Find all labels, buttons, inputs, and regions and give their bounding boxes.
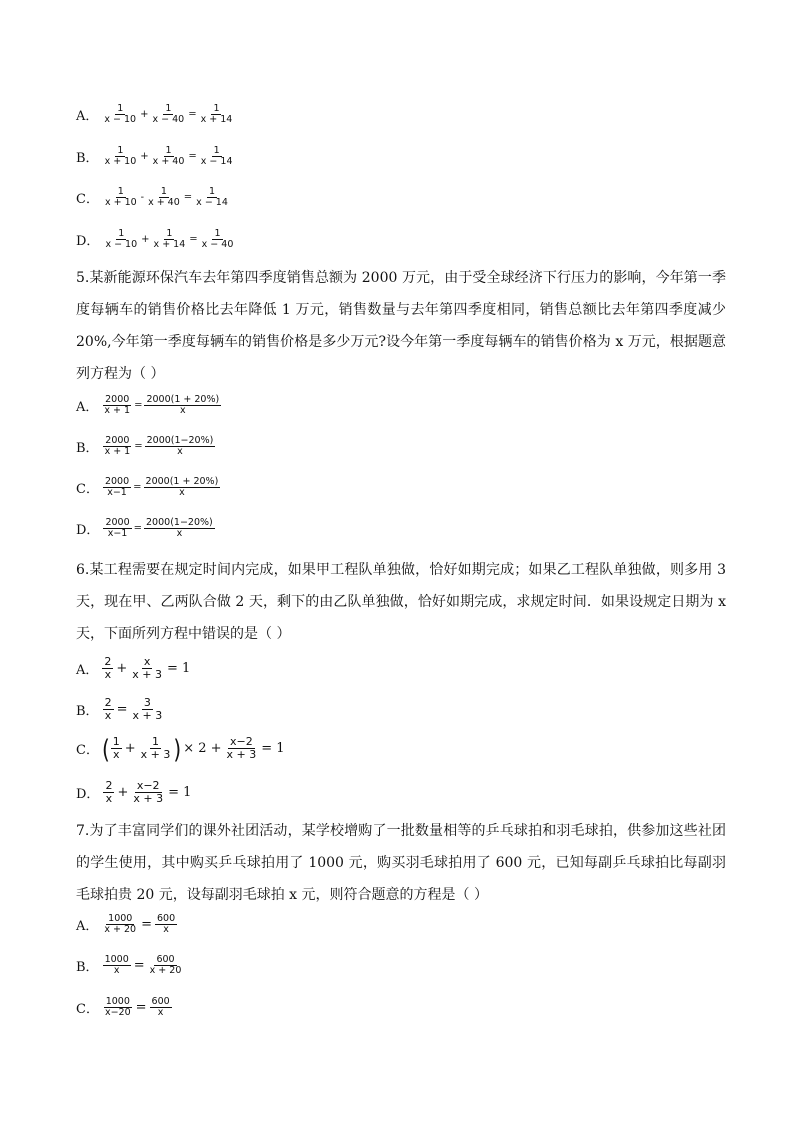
q4-option-a (76, 104, 235, 126)
option-letter: B． (76, 704, 99, 720)
fraction (145, 436, 216, 458)
fraction (103, 955, 131, 977)
fraction (102, 395, 132, 417)
numerator: 1 (117, 186, 124, 197)
denominator: x + 3 (132, 709, 163, 723)
numerator: 1 (209, 186, 216, 197)
option-letter: D． (76, 234, 100, 250)
fraction (146, 187, 182, 209)
numerator: 2000 (105, 435, 130, 446)
numerator: 1 (165, 145, 172, 156)
fraction (103, 436, 133, 458)
fraction (103, 477, 131, 499)
q5-option-c (76, 477, 221, 499)
numerator: 1 (213, 103, 220, 114)
equals-sign: = (134, 400, 143, 412)
fraction (102, 656, 113, 681)
numerator: 1 (152, 735, 160, 748)
fraction (139, 736, 173, 761)
equals-sign: = (116, 702, 128, 718)
fraction (151, 146, 187, 168)
question-5-text: 5.某新能源环保汽车去年第四季度销售总额为 2000 万元，由于受全球经济下行压力的影响，今年第一季度每辆车的销售价格比去年降低 1 万元，销售数量与去年第四季度相同，销售总额比去年第四季度减少 20%,今年第一季度每辆车的销售价格是多少万元?设今年第一季度每辆车的销售价格为 x 万元，根据题意列方程为（ ） (76, 270, 726, 382)
q7-option-b (76, 955, 184, 977)
denominator: x + 1 (104, 446, 131, 458)
denominator: x (180, 405, 186, 417)
fraction (194, 187, 230, 209)
denominator: x (113, 748, 120, 762)
q5-option-a (76, 395, 222, 417)
option-letter: B． (76, 151, 99, 167)
option-letter: A． (76, 109, 99, 125)
equals-sign: = (188, 151, 197, 163)
right-paren: ) (173, 732, 182, 765)
denominator: x (104, 668, 112, 682)
equals-sign: = (141, 917, 153, 933)
denominator: x − 10 (105, 239, 138, 251)
option-letter: D． (76, 787, 100, 803)
denominator: x (157, 1007, 164, 1019)
numerator: 600 (157, 913, 176, 924)
equals-sign: = (133, 523, 143, 535)
fraction (225, 736, 259, 761)
denominator: x + 20 (149, 965, 182, 977)
q4-option-b (76, 146, 236, 168)
option-letter: A． (76, 400, 99, 416)
numerator: 2000 (104, 476, 130, 487)
equals-sign: = (133, 482, 142, 494)
numerator: 1 (117, 103, 124, 114)
numerator: 1000 (108, 913, 133, 924)
q5-option-d (76, 518, 216, 540)
denominator: x − 40 (152, 114, 185, 126)
option-letter: A． (76, 663, 99, 679)
operator: + (124, 741, 136, 757)
numerator: x−2 (230, 735, 253, 748)
q4-option-d (76, 229, 236, 251)
numerator: 1 (214, 228, 221, 239)
fraction (102, 914, 138, 936)
equals-sign: = (188, 109, 197, 121)
numerator: 2 (104, 655, 112, 668)
denominator: x + 3 (140, 748, 171, 762)
q6-option-a (76, 656, 192, 681)
operator: + (141, 234, 150, 246)
numerator: 1 (213, 145, 220, 156)
option-letter: C． (76, 743, 99, 759)
equals-sign: = (183, 192, 193, 204)
denominator: x + 14 (200, 114, 233, 126)
denominator: x + 1 (104, 405, 131, 417)
equals-sign: = (135, 1000, 147, 1016)
fraction (199, 104, 235, 126)
numerator: 1 (166, 228, 173, 239)
fraction (103, 997, 133, 1019)
fraction (131, 780, 165, 805)
numerator: 2000(1 + 20%) (145, 476, 219, 487)
denominator: x + 3 (226, 748, 257, 762)
fraction (144, 477, 221, 499)
fraction (152, 229, 188, 251)
denominator: x + 10 (104, 197, 137, 209)
option-letter: D． (76, 523, 100, 539)
equals-sign: = (133, 958, 145, 974)
fraction (200, 229, 236, 251)
q6-option-c (76, 732, 287, 765)
q7-option-c (76, 997, 173, 1019)
numerator: 1 (118, 228, 125, 239)
numerator: 600 (151, 996, 170, 1007)
numerator: 2 (105, 779, 113, 792)
fraction (151, 104, 187, 126)
operator: + (140, 151, 149, 163)
fraction (103, 518, 131, 540)
denominator: x (179, 487, 185, 499)
fraction (155, 914, 177, 936)
question-6-text: 6.某工程需要在规定时间内完成，如果甲工程队单独做，恰好如期完成；如果乙工程队单独做，则多用 3 天，现在甲、乙两队合做 2 天，剩下的由乙队单独做，恰好如期完成，求规定时间．如果设规定日期为 x天，下面所列方程中错误的是（ ） (76, 562, 726, 642)
denominator: x − 40 (201, 239, 234, 251)
numerator: 1000 (104, 954, 129, 965)
fraction (103, 187, 139, 209)
denominator: x − 14 (196, 197, 228, 209)
denominator: x−1 (107, 528, 128, 540)
denominator: x (105, 792, 113, 806)
fraction (130, 656, 164, 681)
numerator: 1 (160, 186, 167, 197)
fraction (144, 518, 215, 540)
equals-one: = 1 (261, 741, 285, 757)
fraction (144, 395, 221, 417)
numerator: 600 (156, 954, 175, 965)
numerator: 1 (117, 145, 124, 156)
numerator: 2000(1−20%) (146, 435, 214, 446)
option-letter: B． (76, 441, 99, 457)
operator: + (117, 785, 129, 801)
q5-option-b (76, 436, 216, 458)
equals-one: = 1 (167, 661, 191, 677)
denominator: x (113, 965, 120, 977)
numerator: 1 (112, 735, 120, 748)
option-letter: C． (76, 1002, 99, 1018)
fraction (150, 997, 172, 1019)
operator: - (140, 192, 145, 204)
numerator: 2000(1−20%) (146, 517, 213, 528)
denominator: x + 40 (152, 156, 185, 168)
fraction (103, 229, 139, 251)
fraction (199, 146, 235, 168)
denominator: x (176, 528, 183, 540)
fraction (103, 780, 114, 805)
numerator: 3 (143, 696, 151, 709)
denominator: x − 14 (200, 156, 233, 168)
denominator: x − 10 (104, 114, 137, 126)
denominator: x + 3 (133, 792, 164, 806)
q6-option-b (76, 697, 165, 722)
denominator: x (163, 924, 169, 936)
fraction (103, 146, 139, 168)
denominator: x−1 (107, 487, 127, 499)
q4-option-c (76, 187, 231, 209)
numerator: 2 (104, 696, 112, 709)
option-letter: B． (76, 960, 99, 976)
denominator: x + 10 (104, 156, 137, 168)
fraction (102, 104, 138, 126)
question-7-text: 7.为了丰富同学们的课外社团活动，某学校增购了一批数量相等的乒乓球拍和羽毛球拍，供参加这些社团的学生使用，其中购买乒乓球拍用了 1000 元，购买羽毛球拍用了 600 元，已知每副乒乓球拍比每副羽毛球拍贵 20 元，设每副羽毛球拍 x 元，则符合题意的方程是（ ） (76, 823, 726, 903)
fraction (148, 955, 184, 977)
denominator: x−20 (104, 1007, 131, 1019)
fraction (103, 697, 114, 722)
numerator: 1 (165, 103, 172, 114)
numerator: x−2 (136, 779, 160, 792)
q6-option-d (76, 780, 193, 805)
numerator: 2000 (105, 517, 130, 528)
denominator: x + 3 (132, 668, 163, 682)
denominator: x + 14 (153, 239, 186, 251)
times-two-plus: × 2 + (183, 741, 222, 757)
option-letter: A． (76, 919, 99, 935)
numerator: 2000(1 + 20%) (146, 394, 220, 405)
denominator: x (177, 446, 183, 458)
fraction (111, 736, 122, 761)
denominator: x + 40 (148, 197, 180, 209)
operator: + (140, 109, 149, 121)
option-letter: C． (76, 482, 99, 498)
numerator: 1000 (105, 996, 130, 1007)
option-letter: C． (76, 192, 99, 208)
equals-sign: = (134, 441, 143, 453)
numerator: 2000 (105, 394, 130, 405)
equals-one: = 1 (168, 785, 192, 801)
operator: + (116, 661, 128, 677)
fraction (130, 697, 164, 722)
q7-option-a (76, 914, 178, 936)
numerator: x (143, 655, 151, 668)
denominator: x (104, 709, 112, 723)
equals-sign: = (189, 234, 198, 246)
left-paren: ( (101, 732, 110, 765)
denominator: x + 20 (104, 924, 137, 936)
